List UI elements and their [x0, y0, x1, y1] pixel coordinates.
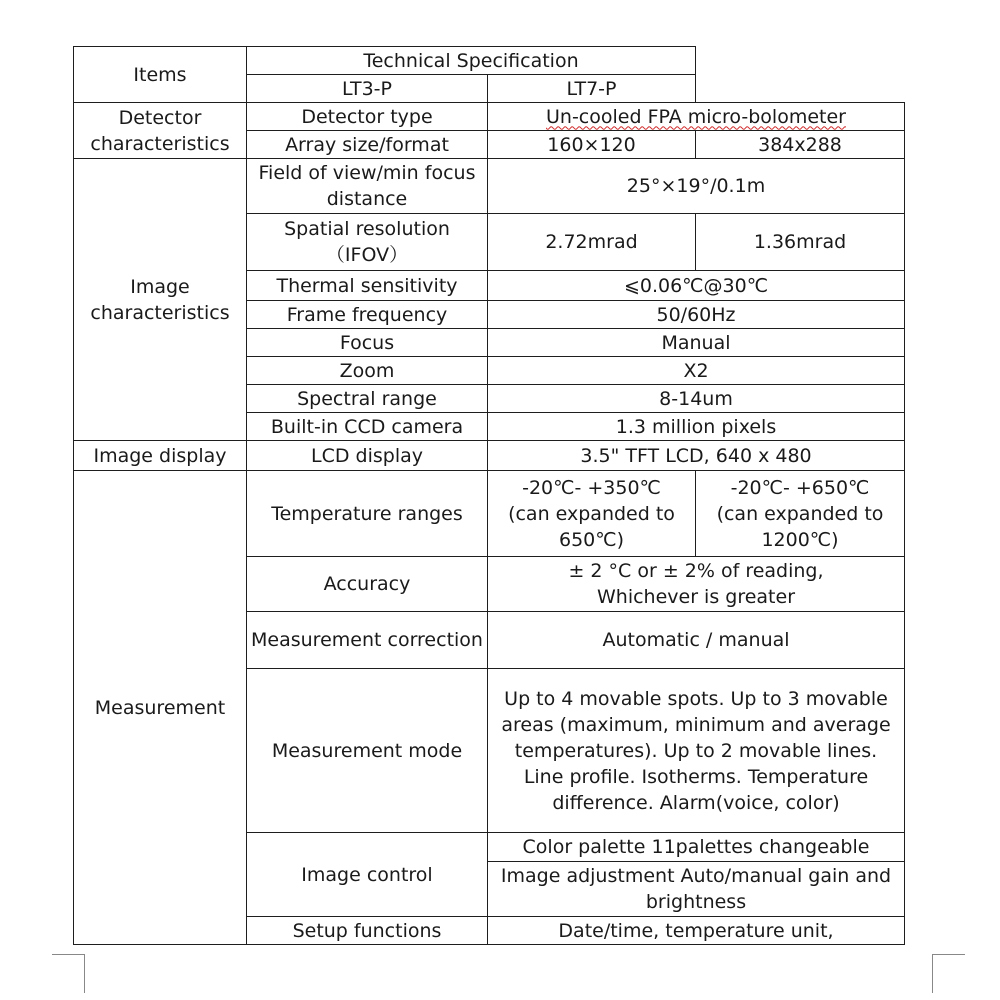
value-accuracy: ± 2 °C or ± 2% of reading, Whichever is greater: [488, 557, 905, 612]
value-thermal-sensitivity: ⩽0.06℃@30℃: [488, 271, 905, 301]
label-temperature-ranges: Temperature ranges: [247, 471, 488, 557]
label-setup-functions: Setup functions: [247, 917, 488, 945]
label-frame-frequency: Frame frequency: [247, 301, 488, 329]
value-frame-frequency: 50/60Hz: [488, 301, 905, 329]
page-corner-mark-left: [52, 954, 85, 993]
specification-table: [73, 46, 905, 945]
value-image-control-palette: Color palette 11palettes changeable: [488, 833, 905, 862]
page-corner-mark-right: [932, 954, 965, 993]
header-items: Items: [74, 47, 247, 103]
group-detector-characteristics: Detector characteristics: [74, 103, 247, 159]
value-field-of-view: 25°×19°/0.1m: [488, 159, 905, 214]
label-lcd-display: LCD display: [247, 441, 488, 471]
value-ccd-camera: 1.3 million pixels: [488, 413, 905, 441]
label-accuracy: Accuracy: [247, 557, 488, 612]
header-model-lt7p: LT7-P: [488, 75, 696, 103]
label-focus: Focus: [247, 329, 488, 357]
label-image-control: Image control: [247, 833, 488, 917]
value-measurement-correction: Automatic / manual: [488, 612, 905, 669]
header-model-lt3p: LT3-P: [247, 75, 488, 103]
value-spectral-range: 8-14um: [488, 385, 905, 413]
label-spectral-range: Spectral range: [247, 385, 488, 413]
label-ccd-camera: Built-in CCD camera: [247, 413, 488, 441]
label-field-of-view: Field of view/min focus distance: [247, 159, 488, 214]
value-array-size-lt7p: 384x288: [696, 131, 905, 159]
group-measurement: Measurement: [74, 471, 247, 945]
value-array-size-lt3p: 160×120: [488, 131, 696, 159]
value-temperature-range-lt7p: -20℃- +650℃ (can expanded to 1200℃): [696, 471, 905, 557]
value-zoom: X2: [488, 357, 905, 385]
header-technical-specification: Technical Specification: [247, 47, 696, 75]
label-measurement-correction: Measurement correction: [247, 612, 488, 669]
label-thermal-sensitivity: Thermal sensitivity: [247, 271, 488, 301]
group-image-display: Image display: [74, 441, 247, 471]
value-measurement-mode: Up to 4 movable spots. Up to 3 movable areas (maximum, minimum and average temperatures). Up to 2 movable lines. Line profile. Isotherms. Temperature difference. Alarm(voice, color): [488, 669, 905, 833]
label-measurement-mode: Measurement mode: [247, 669, 488, 833]
value-detector-type-text: Un-cooled FPA micro-bolometer: [546, 105, 846, 128]
label-spatial-resolution: Spatial resolution （IFOV）: [247, 214, 488, 271]
label-zoom: Zoom: [247, 357, 488, 385]
value-spatial-resolution-lt7p: 1.36mrad: [696, 214, 905, 271]
value-spatial-resolution-lt3p: 2.72mrad: [488, 214, 696, 271]
value-temperature-range-lt3p: -20℃- +350℃ (can expanded to 650℃): [488, 471, 696, 557]
value-lcd-display: 3.5" TFT LCD, 640 x 480: [488, 441, 905, 471]
group-image-characteristics: Image characteristics: [74, 159, 247, 441]
value-image-control-adjustment: Image adjustment Auto/manual gain and brightness: [488, 862, 905, 917]
value-detector-type: [488, 103, 905, 131]
value-focus: Manual: [488, 329, 905, 357]
label-array-size: Array size/format: [247, 131, 488, 159]
value-setup-functions: Date/time, temperature unit,: [488, 917, 905, 945]
label-detector-type: Detector type: [247, 103, 488, 131]
